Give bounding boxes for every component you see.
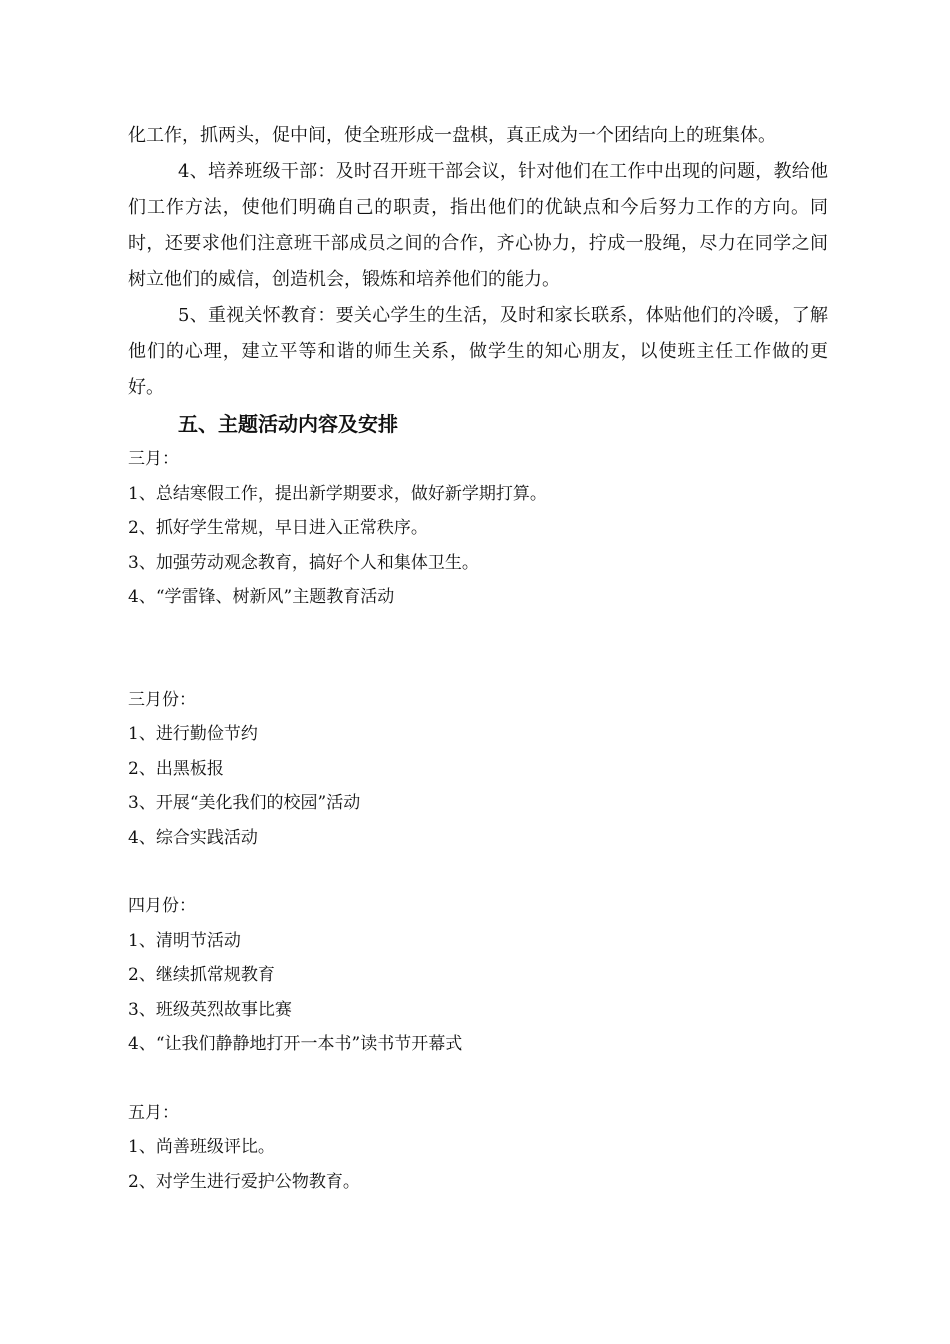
list-item: 3、开展“美化我们的校园”活动 [128, 793, 361, 813]
list-item: 4、“让我们静静地打开一本书”读书节开幕式 [128, 1034, 463, 1054]
month-block-march-2 [128, 683, 828, 856]
list-item: 4、“学雷锋、树新风”主题教育活动 [128, 587, 395, 607]
list-item: 2、继续抓常规教育 [128, 965, 275, 985]
list-item: 3、班级英烈故事比赛 [128, 999, 292, 1020]
list-item: 1、进行勤俭节约 [128, 724, 258, 744]
month-block-march [128, 442, 828, 615]
spacer [128, 855, 828, 889]
list-item: 2、出黑板报 [128, 758, 224, 779]
spacer [128, 1062, 828, 1096]
month-block-april [128, 889, 828, 1062]
spacer [128, 615, 828, 683]
month-title: 五月： [128, 1102, 179, 1123]
list-item: 2、抓好学生常规，早日进入正常秩序。 [128, 518, 428, 538]
list-item: 1、尚善班级评比。 [128, 1137, 275, 1157]
paragraph-continuation: 化工作，抓两头，促中间，使全班形成一盘棋，真正成为一个团结向上的班集体。 [128, 125, 776, 146]
month-title: 四月份： [128, 896, 196, 916]
list-item: 4、综合实践活动 [128, 827, 258, 848]
list-item: 1、清明节活动 [128, 930, 241, 951]
month-title: 三月份： [128, 689, 196, 710]
paragraph-cadre-training: 4、培养班级干部：及时召开班干部会议，针对他们在工作中出现的问题，教给他们工作方法，使他们明确自己的职责，指出他们的优缺点和今后努力工作的方向。同时，还要求他们注意班干部成员之间的合作，齐心协力，拧成一股绳，尽力在同学之间树立他们的威信，创造机会，锻炼和培养他们的能力。 [128, 161, 828, 290]
month-block-may [128, 1096, 828, 1200]
list-item: 3、加强劳动观念教育，搞好个人和集体卫生。 [128, 552, 479, 573]
paragraph-care-education: 5、重视关怀教育：要关心学生的生活，及时和家长联系，体贴他们的冷暖，了解他们的心理，建立平等和谐的师生关系，做学生的知心朋友，以使班主任工作做的更好。 [128, 305, 828, 398]
document-page [128, 118, 828, 1199]
month-title: 三月： [128, 449, 179, 469]
section-heading: 五、主题活动内容及安排 [178, 412, 398, 436]
list-item: 1、总结寒假工作，提出新学期要求，做好新学期打算。 [128, 483, 547, 504]
list-item: 2、对学生进行爱护公物教育。 [128, 1171, 360, 1192]
